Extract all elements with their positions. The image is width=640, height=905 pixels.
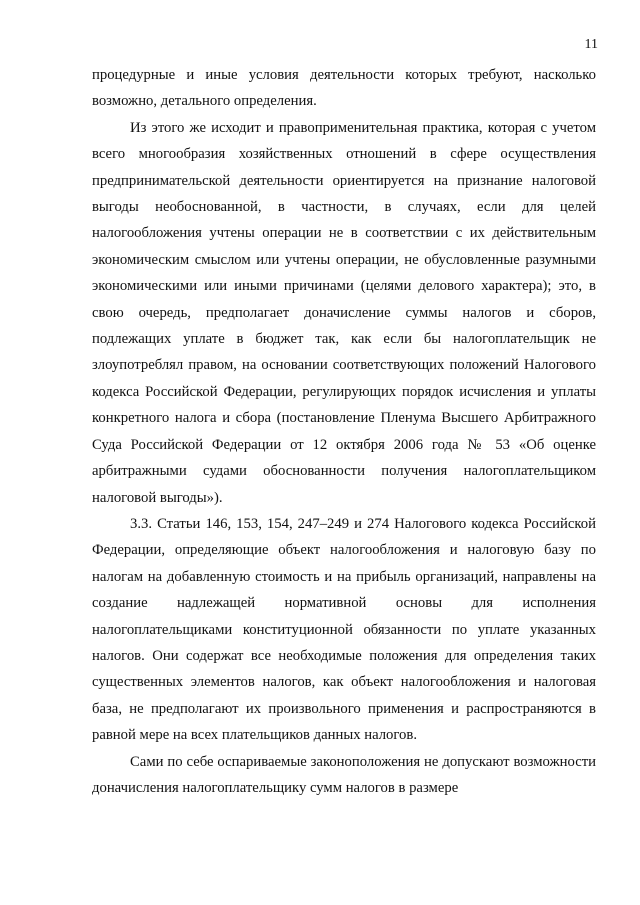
document-body [92, 62, 596, 801]
paragraph-section-3-3: 3.3. Статьи 146, 153, 154, 247–249 и 274 Налогового кодекса Российской Федерации, определяющие объект налогообложения и налоговую базу по налогам на добавленную стоимость и на прибыль организаций, направлены на создание надлежащей нормативной основы для исполнения налогоплательщиками конституционной обязанности по уплате указанных налогов. Они содержат все необходимые положения для определения таких существенных элементов налогов, как объект налогообложения и налоговая база, не предполагают их произвольного применения и распространяются в равной мере на всех плательщиков данных налогов. [92, 515, 596, 744]
paragraph-law-enforcement-practice: Из этого же исходит и правоприменительная практика, которая с учетом всего многообразия хозяйственных отношений в сфере осуществления предпринимательской деятельности ориентируется на признание налоговой выгоды необоснованной, в частности, в случаях, если для целей налогообложения учтены операции не в соответствии с их действительным экономическим смыслом или учтены операции, не обусловленные разумными экономическими или иными причинами (целями делового характера); это, в свою очередь, предполагает доначисление суммы налогов и сборов, подлежащих уплате в бюджет так, как если бы налогоплательщик не злоупотреблял правом, на основании соответствующих положений Налогового кодекса Российской Федерации, регулирующих порядок исчисления и уплаты конкретного налога и сбора (постановление Пленума Высшего Арбитражного Суда Российской Федерации от 12 октября 2006 года № 53 «Об оценке арбитражными судами обоснованности получения налогоплательщиком налоговой выгоды»). [92, 119, 596, 506]
page-number: 11 [584, 37, 598, 52]
paragraph-contested-provisions: Сами по себе оспариваемые законоположения не допускают возможности доначисления налогоплательщику сумм налогов в размере [92, 753, 596, 796]
paragraph-continuation: процедурные и иные условия деятельности которых требуют, насколько возможно, детального определения. [92, 67, 596, 110]
